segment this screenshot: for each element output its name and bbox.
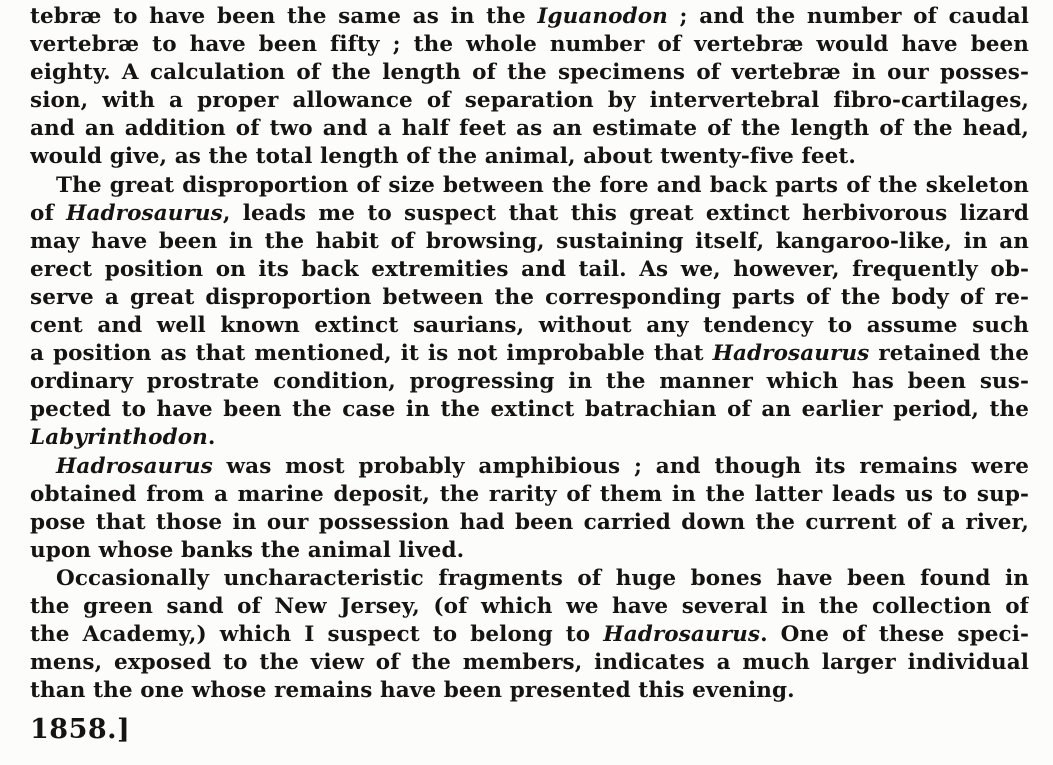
italic-text-run: Hadrosaurus <box>56 453 213 479</box>
text-run: the green sand of New Jersey, (of which we have several in the collection of <box>30 593 1029 619</box>
text-line <box>30 368 1029 396</box>
text-line <box>30 228 1029 256</box>
text-run: may have been in the habit of browsing, sustaining itself, kangaroo-like, in an <box>30 228 1029 254</box>
text-line <box>30 312 1029 340</box>
italic-text-run: Hadrosaurus <box>712 341 870 367</box>
text-line <box>30 649 1029 677</box>
text-run: . <box>207 425 216 451</box>
text-run: The great disproportion of size between the fore and back parts of the skeleton <box>56 172 1029 198</box>
page-number: 1858.] <box>30 714 131 746</box>
italic-text-run: Labyrinthodon <box>30 425 208 451</box>
text-run: ; and the number of caudal <box>667 4 1029 29</box>
text-run: retained the <box>869 341 1029 367</box>
text-line <box>30 59 1029 87</box>
text-line <box>30 31 1029 59</box>
text-run: mens, exposed to the view of the members, indicates a much larger individual <box>30 650 1029 676</box>
text-run: serve a great disproportion between the corresponding parts of the body of re- <box>30 284 1029 310</box>
text-line <box>30 677 1029 705</box>
text-line <box>30 481 1029 509</box>
text-line <box>30 200 1029 228</box>
italic-text-run: Iguanodon <box>537 4 668 29</box>
text-run: eighty. A calculation of the length of the specimens of vertebræ in our posses- <box>30 60 1029 86</box>
text-run: erect position on its back extremities and tail. As we, however, frequently ob- <box>30 256 1029 282</box>
text-run: Occasionally uncharacteristic fragments of huge bones have been found in <box>56 565 1029 591</box>
text-line <box>30 143 1029 171</box>
text-line <box>30 3 1029 31</box>
text-run: cent and well known extinct saurians, without any tendency to assume such <box>30 313 1029 339</box>
text-line <box>30 453 1029 481</box>
text-run: the Academy,) which I suspect to belong to <box>30 622 604 648</box>
text-run: of <box>30 200 67 226</box>
text-line <box>30 284 1029 312</box>
text-line <box>30 621 1029 649</box>
italic-text-run: Hadrosaurus <box>603 622 761 648</box>
text-run: would give, as the total length of the animal, about twenty-five feet. <box>30 144 856 170</box>
text-line <box>30 115 1029 143</box>
text-run: sion, with a proper allowance of separation by intervertebral fibro-cartilages, <box>30 88 1029 114</box>
text-run: , leads me to suspect that this great extinct herbivorous lizard <box>222 200 1029 226</box>
text-run: and an addition of two and a half feet as an estimate of the length of the head, <box>30 116 1029 142</box>
text-run: vertebræ to have been fifty ; the whole number of vertebræ would have been <box>30 32 1029 58</box>
text-run: than the one whose remains have been presented this evening. <box>30 678 795 704</box>
text-line <box>30 593 1029 621</box>
text-line <box>30 424 1029 452</box>
text-line <box>30 396 1029 424</box>
text-line <box>30 537 1029 565</box>
text-line <box>30 172 1029 200</box>
text-run: was most probably amphibious ; and though its remains were <box>212 453 1029 479</box>
text-run: tebræ to have been the same as in the <box>30 4 538 29</box>
text-line <box>30 340 1029 368</box>
text-line <box>30 509 1029 537</box>
text-line <box>30 565 1029 593</box>
text-run: a position as that mentioned, it is not improbable that <box>30 341 713 367</box>
text-line <box>30 256 1029 284</box>
text-run: ordinary prostrate condition, progressing in the manner which has been sus- <box>30 369 1029 395</box>
text-run: pose that those in our possession had been carried down the current of a river, <box>30 509 1029 535</box>
text-run: pected to have been the case in the extinct batrachian of an earlier period, the <box>30 397 1029 423</box>
text-line <box>30 87 1029 115</box>
text-run: . One of these speci- <box>760 622 1029 648</box>
text-run: upon whose banks the animal lived. <box>30 537 465 563</box>
italic-text-run: Hadrosaurus <box>66 200 223 226</box>
text-run: obtained from a marine deposit, the rarity of them in the latter leads us to sup- <box>30 481 1029 507</box>
